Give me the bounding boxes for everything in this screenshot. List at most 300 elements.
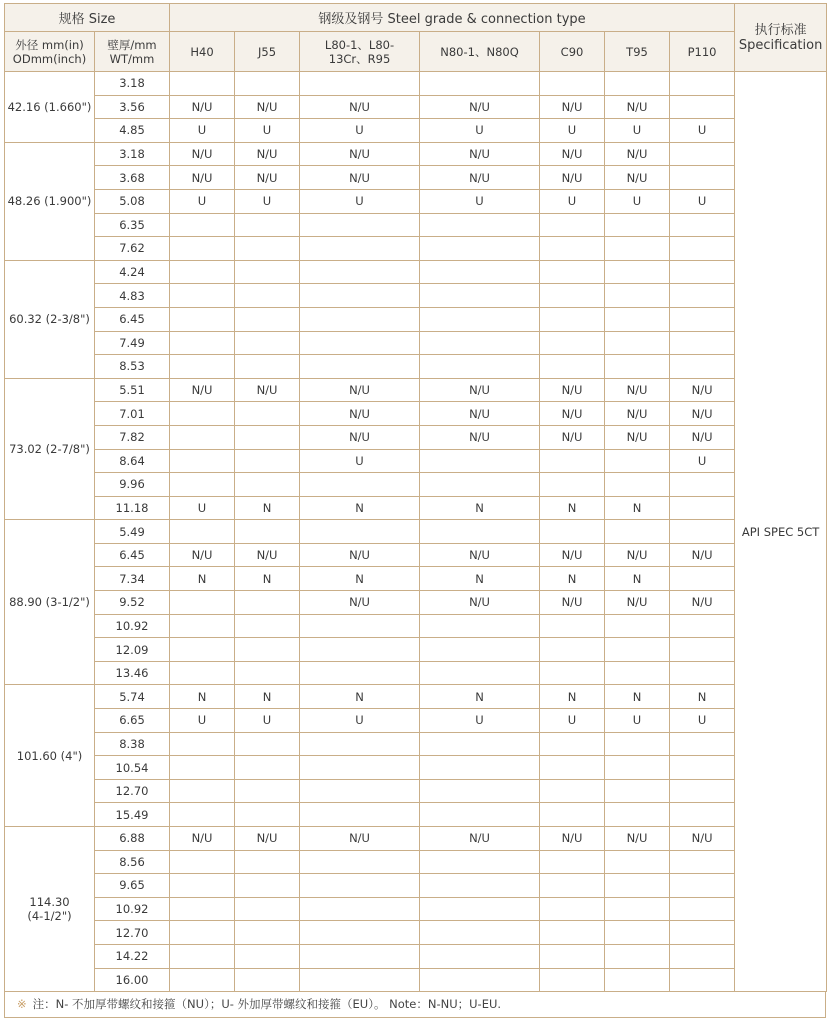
grade-cell: N/U — [540, 591, 605, 615]
grade-title: 钢级及钢号 Steel grade & connection type — [170, 4, 735, 32]
grade-cell: N/U — [540, 827, 605, 851]
grade-cell: U — [420, 189, 540, 213]
grade-cell: N/U — [170, 166, 235, 190]
grade-cell — [605, 874, 670, 898]
grade-cell — [420, 355, 540, 379]
grade-cell — [540, 968, 605, 992]
grade-cell — [420, 72, 540, 96]
grade-cell — [605, 284, 670, 308]
grade-cell — [670, 567, 735, 591]
grade-cell: N — [170, 685, 235, 709]
grade-cell — [235, 260, 300, 284]
grade-cell: N/U — [605, 827, 670, 851]
grade-cell — [540, 756, 605, 780]
table-row — [5, 685, 827, 709]
wt-cell: 12.70 — [95, 921, 170, 945]
od-label-cn: 外径 mm(in) — [15, 37, 84, 52]
grade-cell — [300, 803, 420, 827]
grade-cell — [235, 968, 300, 992]
grade-cell — [235, 355, 300, 379]
table-row — [5, 142, 827, 166]
grade-cell: N/U — [300, 166, 420, 190]
table-row — [5, 732, 827, 756]
table-row — [5, 614, 827, 638]
grade-cell: N/U — [605, 402, 670, 426]
grade-cell: N — [605, 567, 670, 591]
grade-cell — [540, 520, 605, 544]
grade-header-l80: L80-1、L80-13Cr、R95 — [300, 32, 420, 72]
grade-cell — [540, 850, 605, 874]
wt-label-cn: 壁厚/mm — [107, 37, 157, 52]
wt-cell: 6.65 — [95, 709, 170, 733]
grade-cell: N/U — [170, 543, 235, 567]
grade-cell — [170, 614, 235, 638]
table-row — [5, 661, 827, 685]
grade-cell — [170, 520, 235, 544]
od-value: 101.60 (4") — [16, 748, 83, 763]
grade-cell — [605, 850, 670, 874]
grade-cell: N/U — [300, 402, 420, 426]
grade-cell — [670, 260, 735, 284]
table-row — [5, 567, 827, 591]
wt-cell: 7.62 — [95, 237, 170, 261]
grade-cell — [540, 732, 605, 756]
grade-cell — [300, 756, 420, 780]
specification-title-cn: 执行标准 — [754, 22, 807, 38]
table-row — [5, 496, 827, 520]
grade-cell — [300, 355, 420, 379]
grade-cell — [420, 237, 540, 261]
table-row — [5, 638, 827, 662]
grade-cell — [170, 213, 235, 237]
specification-value: API SPEC 5CT — [735, 72, 827, 992]
grade-cell: N/U — [235, 95, 300, 119]
grade-cell — [300, 944, 420, 968]
grade-cell — [300, 473, 420, 497]
grade-cell — [235, 520, 300, 544]
grade-cell — [235, 591, 300, 615]
grade-cell — [670, 661, 735, 685]
grade-cell — [170, 260, 235, 284]
grade-cell — [670, 307, 735, 331]
grade-cell: N/U — [300, 543, 420, 567]
grade-cell — [670, 142, 735, 166]
grade-cell — [605, 213, 670, 237]
wt-cell: 7.82 — [95, 425, 170, 449]
grade-cell — [170, 425, 235, 449]
wt-cell: 8.56 — [95, 850, 170, 874]
wt-cell: 12.09 — [95, 638, 170, 662]
wt-cell: 15.49 — [95, 803, 170, 827]
grade-cell: N/U — [670, 378, 735, 402]
wt-cell: 6.35 — [95, 213, 170, 237]
grade-cell — [235, 803, 300, 827]
od-cell — [5, 685, 95, 827]
grade-cell: N/U — [235, 543, 300, 567]
grade-cell — [300, 213, 420, 237]
od-cell — [5, 378, 95, 520]
grade-cell: N/U — [300, 95, 420, 119]
grade-cell — [235, 850, 300, 874]
wt-cell: 11.18 — [95, 496, 170, 520]
wt-cell: 6.45 — [95, 543, 170, 567]
grade-cell — [670, 473, 735, 497]
grade-cell — [170, 638, 235, 662]
grade-cell — [235, 874, 300, 898]
grade-cell — [540, 307, 605, 331]
grade-cell — [540, 779, 605, 803]
grade-cell: U — [235, 189, 300, 213]
grade-cell — [605, 473, 670, 497]
grade-cell — [605, 968, 670, 992]
grade-cell: U — [670, 189, 735, 213]
grade-header-h40: H40 — [170, 32, 235, 72]
grade-cell — [300, 331, 420, 355]
table-row — [5, 402, 827, 426]
grade-cell: N/U — [300, 425, 420, 449]
grade-cell: N/U — [540, 378, 605, 402]
grade-cell: U — [540, 119, 605, 143]
grade-cell: U — [235, 709, 300, 733]
grade-cell — [170, 591, 235, 615]
grade-cell — [540, 638, 605, 662]
grade-cell: N/U — [540, 95, 605, 119]
wt-cell: 4.24 — [95, 260, 170, 284]
grade-cell — [300, 661, 420, 685]
grade-cell: U — [420, 119, 540, 143]
table-row — [5, 72, 827, 96]
grade-cell — [420, 284, 540, 308]
grade-cell: N/U — [420, 425, 540, 449]
grade-cell — [540, 614, 605, 638]
grade-cell — [420, 944, 540, 968]
wt-cell: 10.54 — [95, 756, 170, 780]
grade-cell — [540, 213, 605, 237]
grade-cell: U — [540, 189, 605, 213]
grade-cell: N/U — [605, 166, 670, 190]
grade-cell — [670, 850, 735, 874]
grade-cell — [605, 944, 670, 968]
grade-cell: N/U — [300, 827, 420, 851]
grade-cell — [235, 473, 300, 497]
wt-cell: 13.46 — [95, 661, 170, 685]
wt-cell: 14.22 — [95, 944, 170, 968]
steel-grade-table — [4, 3, 827, 992]
grade-cell — [300, 520, 420, 544]
wt-cell: 5.51 — [95, 378, 170, 402]
od-value: 42.16 (1.660") — [7, 99, 92, 114]
grade-cell — [605, 307, 670, 331]
grade-cell — [605, 72, 670, 96]
wt-cell: 8.64 — [95, 449, 170, 473]
grade-cell — [540, 897, 605, 921]
grade-cell — [300, 614, 420, 638]
grade-cell: N/U — [605, 95, 670, 119]
grade-cell — [670, 614, 735, 638]
wt-cell: 9.96 — [95, 473, 170, 497]
wt-cell: 3.68 — [95, 166, 170, 190]
wt-cell: 6.45 — [95, 307, 170, 331]
wt-cell: 9.52 — [95, 591, 170, 615]
size-title: 规格 Size — [5, 4, 170, 32]
grade-cell — [300, 260, 420, 284]
grade-cell — [670, 756, 735, 780]
grade-cell: U — [170, 119, 235, 143]
grade-cell — [540, 355, 605, 379]
grade-cell — [605, 638, 670, 662]
specification-header — [735, 4, 827, 72]
grade-cell — [420, 307, 540, 331]
table-row — [5, 307, 827, 331]
grade-cell — [670, 496, 735, 520]
grade-cell: N — [235, 496, 300, 520]
grade-cell — [420, 968, 540, 992]
grade-cell — [170, 284, 235, 308]
grade-cell — [420, 449, 540, 473]
grade-cell — [235, 284, 300, 308]
od-cell — [5, 520, 95, 685]
header-row-2 — [5, 32, 827, 72]
grade-cell — [670, 331, 735, 355]
table-row — [5, 779, 827, 803]
grade-cell: N/U — [540, 142, 605, 166]
table-row — [5, 850, 827, 874]
grade-cell — [300, 850, 420, 874]
grade-cell: N/U — [420, 543, 540, 567]
table-row — [5, 355, 827, 379]
grade-cell — [235, 897, 300, 921]
wt-cell: 5.74 — [95, 685, 170, 709]
grade-cell — [605, 661, 670, 685]
grade-cell — [540, 473, 605, 497]
grade-cell — [420, 473, 540, 497]
grade-cell — [420, 803, 540, 827]
grade-cell — [605, 331, 670, 355]
wt-cell: 3.56 — [95, 95, 170, 119]
grade-cell: N/U — [300, 142, 420, 166]
grade-cell — [170, 449, 235, 473]
grade-cell — [235, 331, 300, 355]
grade-cell — [420, 732, 540, 756]
od-header — [5, 32, 95, 72]
od-cell — [5, 142, 95, 260]
grade-cell: N/U — [235, 378, 300, 402]
grade-cell — [235, 213, 300, 237]
grade-cell — [540, 874, 605, 898]
grade-cell — [300, 968, 420, 992]
wt-cell: 4.85 — [95, 119, 170, 143]
grade-cell — [540, 237, 605, 261]
grade-cell: N — [300, 685, 420, 709]
grade-cell — [670, 355, 735, 379]
grade-cell — [170, 331, 235, 355]
grade-cell: U — [300, 449, 420, 473]
table-row — [5, 921, 827, 945]
wt-cell: 7.49 — [95, 331, 170, 355]
od-label-en: ODmm(inch) — [12, 51, 87, 66]
grade-cell — [540, 661, 605, 685]
wt-cell: 3.18 — [95, 142, 170, 166]
wt-cell: 8.38 — [95, 732, 170, 756]
grade-cell: N/U — [235, 142, 300, 166]
grade-cell: N — [420, 496, 540, 520]
table-body — [5, 72, 827, 992]
grade-cell — [605, 355, 670, 379]
grade-header-p110: P110 — [670, 32, 735, 72]
grade-cell: N/U — [420, 95, 540, 119]
grade-cell — [605, 449, 670, 473]
grade-cell: N — [235, 567, 300, 591]
grade-cell: N — [540, 567, 605, 591]
od-value: 48.26 (1.900") — [7, 194, 92, 209]
wt-cell: 3.18 — [95, 72, 170, 96]
grade-cell — [170, 944, 235, 968]
grade-cell: N — [170, 567, 235, 591]
grade-header-n80: N80-1、N80Q — [420, 32, 540, 72]
table-row — [5, 709, 827, 733]
grade-cell — [670, 166, 735, 190]
grade-cell: N/U — [235, 166, 300, 190]
grade-cell — [670, 638, 735, 662]
grade-cell: N/U — [605, 142, 670, 166]
grade-cell — [670, 897, 735, 921]
table-row — [5, 95, 827, 119]
grade-cell — [170, 756, 235, 780]
wt-cell: 5.08 — [95, 189, 170, 213]
grade-cell — [235, 614, 300, 638]
grade-cell: U — [170, 709, 235, 733]
grade-cell — [605, 897, 670, 921]
footnote — [4, 992, 826, 1018]
grade-cell: U — [170, 189, 235, 213]
table-row — [5, 944, 827, 968]
wt-cell: 10.92 — [95, 897, 170, 921]
grade-cell — [670, 237, 735, 261]
grade-cell — [300, 921, 420, 945]
grade-cell — [420, 779, 540, 803]
grade-cell: N — [300, 567, 420, 591]
grade-cell — [170, 874, 235, 898]
grade-cell — [670, 968, 735, 992]
grade-cell — [170, 473, 235, 497]
grade-cell — [605, 803, 670, 827]
table-row — [5, 166, 827, 190]
grade-cell — [420, 260, 540, 284]
wt-cell: 6.88 — [95, 827, 170, 851]
wt-cell: 5.49 — [95, 520, 170, 544]
grade-cell — [170, 779, 235, 803]
grade-cell — [540, 260, 605, 284]
grade-cell — [670, 213, 735, 237]
wt-cell: 7.01 — [95, 402, 170, 426]
grade-cell — [670, 921, 735, 945]
table-row — [5, 874, 827, 898]
grade-cell: N/U — [540, 425, 605, 449]
grade-cell — [605, 237, 670, 261]
grade-cell — [300, 307, 420, 331]
grade-cell — [670, 520, 735, 544]
grade-cell — [170, 355, 235, 379]
grade-cell — [605, 779, 670, 803]
grade-cell — [670, 95, 735, 119]
grade-cell — [235, 921, 300, 945]
od-value: 114.30 — [29, 895, 70, 910]
grade-cell — [300, 779, 420, 803]
grade-cell — [605, 732, 670, 756]
table-row — [5, 968, 827, 992]
grade-cell — [235, 732, 300, 756]
grade-cell — [420, 921, 540, 945]
grade-cell: U — [300, 709, 420, 733]
grade-cell — [170, 72, 235, 96]
grade-cell — [540, 284, 605, 308]
grade-cell: U — [420, 709, 540, 733]
grade-cell — [235, 756, 300, 780]
grade-cell — [670, 72, 735, 96]
grade-cell — [420, 614, 540, 638]
grade-cell: N/U — [605, 425, 670, 449]
grade-cell — [420, 874, 540, 898]
grade-cell: N — [420, 685, 540, 709]
table-row — [5, 473, 827, 497]
grade-cell: N — [420, 567, 540, 591]
grade-header-t95: T95 — [605, 32, 670, 72]
grade-cell — [420, 897, 540, 921]
table-row — [5, 237, 827, 261]
grade-header-j55: J55 — [235, 32, 300, 72]
table-row — [5, 897, 827, 921]
grade-cell — [235, 944, 300, 968]
grade-cell: U — [540, 709, 605, 733]
wt-cell: 4.83 — [95, 284, 170, 308]
grade-cell — [420, 756, 540, 780]
grade-cell — [300, 284, 420, 308]
grade-cell: N/U — [540, 166, 605, 190]
grade-cell: U — [670, 709, 735, 733]
table-row — [5, 543, 827, 567]
note-text: 注：N- 不加厚带螺纹和接箍（NU）；U- 外加厚带螺纹和接箍（EU）。 Note：N-NU；U-EU. — [32, 997, 502, 1012]
grade-cell — [605, 756, 670, 780]
table-row — [5, 284, 827, 308]
grade-cell: N/U — [670, 425, 735, 449]
grade-cell: N/U — [170, 142, 235, 166]
od-cell — [5, 827, 95, 992]
wt-cell: 9.65 — [95, 874, 170, 898]
od-value: 88.90 (3-1/2") — [9, 595, 90, 610]
grade-cell: N — [540, 496, 605, 520]
grade-cell — [170, 732, 235, 756]
grade-cell: N/U — [170, 378, 235, 402]
grade-cell — [300, 72, 420, 96]
grade-cell — [605, 614, 670, 638]
grade-cell — [540, 944, 605, 968]
grade-cell: N/U — [170, 95, 235, 119]
grade-cell — [170, 968, 235, 992]
specification-title-en: Specification — [738, 37, 823, 53]
spec-table-container — [4, 3, 826, 1018]
grade-cell: U — [605, 709, 670, 733]
grade-cell: N — [540, 685, 605, 709]
grade-cell: N/U — [420, 591, 540, 615]
table-row — [5, 189, 827, 213]
grade-cell — [605, 520, 670, 544]
grade-cell — [300, 874, 420, 898]
grade-cell — [420, 638, 540, 662]
table-row — [5, 756, 827, 780]
grade-cell — [235, 449, 300, 473]
grade-cell: N/U — [235, 827, 300, 851]
od-value: (4-1/2") — [27, 909, 72, 924]
